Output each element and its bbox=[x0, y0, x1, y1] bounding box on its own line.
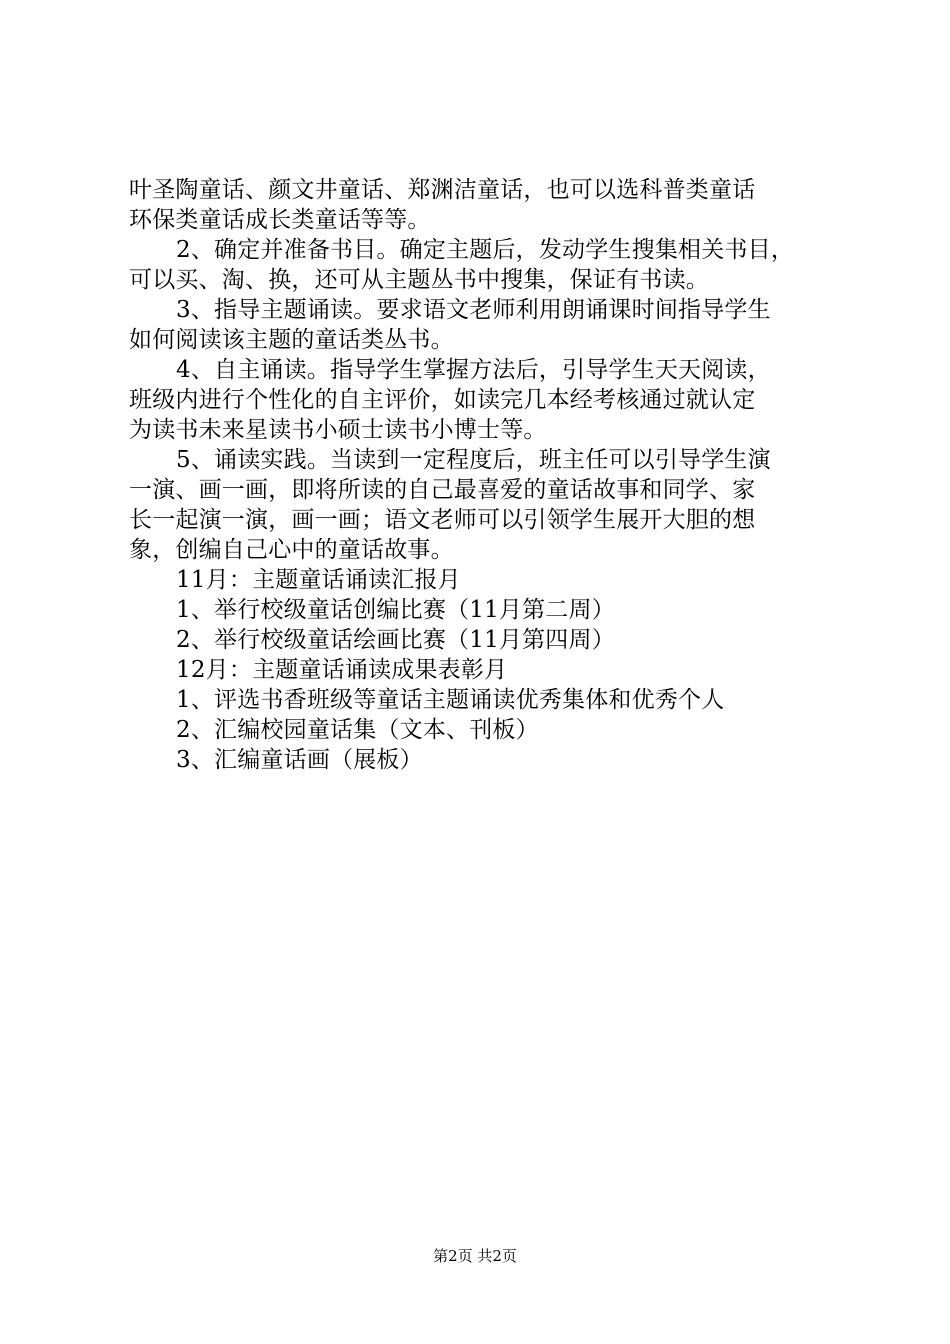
text-line: 3、指导主题诵读。要求语文老师利用朗诵课时间指导学生 bbox=[176, 297, 771, 323]
text-line: 5、诵读实践。当读到一定程度后，班主任可以引导学生演 bbox=[176, 447, 771, 473]
text-line: 2、举行校级童话绘画比赛（11月第四周） bbox=[176, 627, 615, 653]
text-line: 1、评选书香班级等童话主题诵读优秀集体和优秀个人 bbox=[176, 687, 725, 713]
text-line: 班级内进行个性化的自主评价，如读完几本经考核通过就认定 bbox=[129, 387, 756, 413]
text-line: 可以买、淘、换，还可从主题丛书中搜集，保证有书读。 bbox=[129, 267, 709, 293]
document-body bbox=[129, 175, 829, 775]
text-line: 1、举行校级童话创编比赛（11月第二周） bbox=[176, 597, 615, 623]
text-line: 一演、画一画，即将所读的自己最喜爱的童话故事和同学、家 bbox=[129, 477, 756, 503]
text-line: 象，创编自己心中的童话故事。 bbox=[129, 537, 454, 563]
page-footer: 第2页 共2页 bbox=[433, 1247, 517, 1265]
text-line: 3、汇编童话画（展板） bbox=[176, 747, 423, 773]
text-line: 叶圣陶童话、颜文井童话、郑渊洁童话，也可以选科普类童话 bbox=[129, 177, 756, 203]
text-line: 长一起演一演，画一画；语文老师可以引领学生展开大胆的想 bbox=[129, 507, 756, 533]
section-heading: 12月：主题童话诵读成果表彰月 bbox=[176, 657, 508, 683]
text-line: 为读书未来星读书小硕士读书小博士等。 bbox=[129, 417, 547, 443]
section-heading: 11月：主题童话诵读汇报月 bbox=[176, 567, 461, 593]
text-line: 4、自主诵读。指导学生掌握方法后，引导学生天天阅读， bbox=[176, 357, 771, 383]
text-line: 2、汇编校园童话集（文本、刊板） bbox=[176, 717, 539, 743]
text-line: 如何阅读该主题的童话类丛书。 bbox=[129, 327, 454, 353]
text-line: 2、确定并准备书目。确定主题后，发动学生搜集相关书目， bbox=[176, 237, 795, 263]
text-line: 环保类童话成长类童话等等。 bbox=[129, 207, 431, 233]
